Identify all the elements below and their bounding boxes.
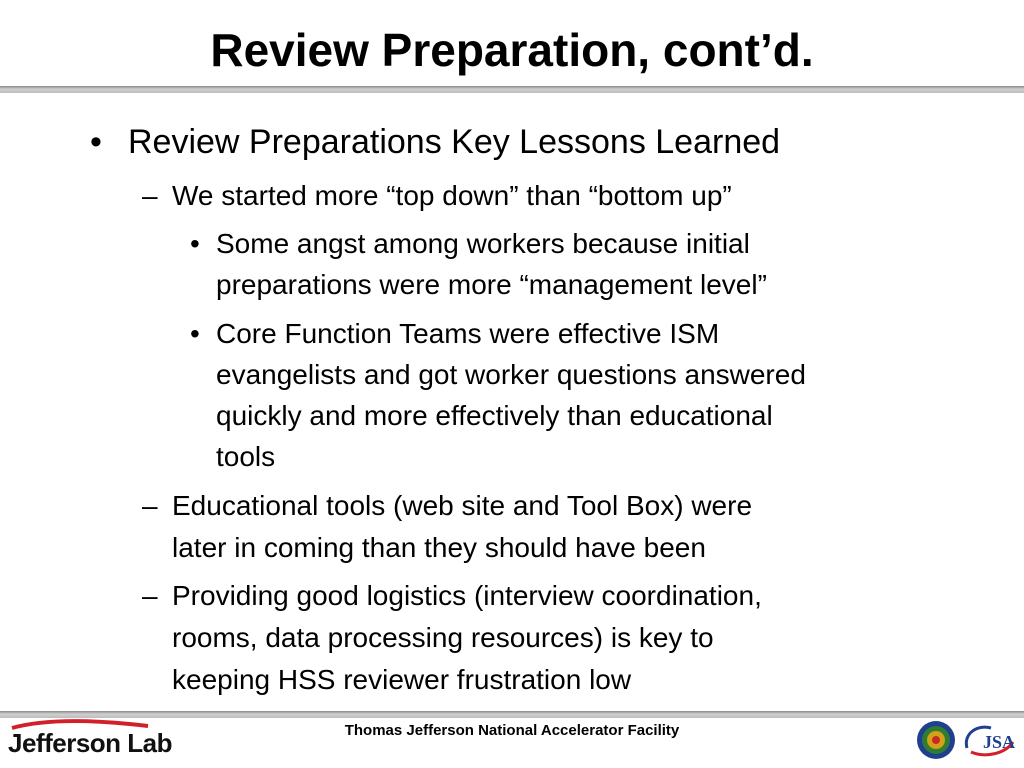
dash-marker: – [142,580,158,611]
dash-marker: – [142,180,158,211]
bullet-marker: • [90,123,102,161]
bullet-marker: • [190,318,200,349]
sub-bullet-line: Providing good logistics (interview coordination, [172,580,762,611]
bullet-text: Review Preparations Key Lessons Learned [128,123,781,161]
dash-marker: – [142,490,158,521]
bullet-marker: • [190,228,200,259]
sub-bullet-line: keeping HSS reviewer frustration low [172,664,632,695]
sub-sub-bullet-line: tools [216,441,276,472]
sub-sub-bullet-line: quickly and more effectively than educational [216,400,773,431]
sub-bullet-line: later in coming than they should have been [172,532,706,563]
doe-seal-icon [916,720,956,760]
title-divider [0,86,1024,93]
sub-bullet-line: rooms, data processing resources) is key to [172,622,714,653]
jsa-logo-icon [961,718,1021,762]
sub-sub-bullet-line: Core Function Teams were effective ISM [216,318,720,349]
jsa-logo-text: JSA [983,732,1016,752]
sub-bullet-text: We started more “top down” than “bottom up” [172,180,732,211]
logo-text: Jefferson Lab [8,728,172,758]
slide-title: Review Preparation, cont’d. [210,24,814,76]
sub-bullet-line: Educational tools (web site and Tool Box) were [172,490,753,521]
sub-sub-bullet-line: Some angst among workers because initial [216,228,750,259]
sub-sub-bullet-line: preparations were more “management level” [216,269,767,300]
sub-sub-bullet-line: evangelists and got worker questions answered [216,359,806,390]
footer-facility-name: Thomas Jefferson National Accelerator Facility [344,722,680,739]
footer-divider [0,711,1024,718]
